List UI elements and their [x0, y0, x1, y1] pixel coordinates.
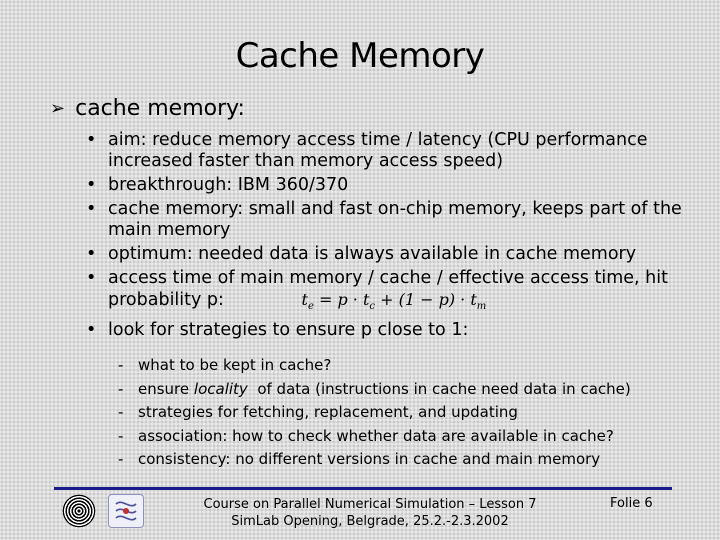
bullet-item [86, 130, 686, 172]
sub-item: - consistency: no different versions in cache and main memory [118, 450, 601, 468]
slide-title: Cache Memory [235, 36, 485, 76]
footer-line-1: Course on Parallel Numerical Simulation – Lesson 7 [203, 497, 537, 512]
footer-divider [54, 487, 672, 490]
bullet-list [86, 130, 686, 344]
bullet-item [86, 199, 686, 241]
bullet-dot-icon: • [86, 244, 97, 264]
sub-item: - what to be kept in cache? [118, 356, 332, 374]
bullet-item [86, 320, 686, 341]
bullet-item [86, 175, 686, 196]
bullet-text: aim: reduce memory access time / latency (CPU performance increased faster than memory access speed) [108, 130, 648, 171]
sub-item: - ensure locality of data (instructions in cache need data in cache) [118, 379, 631, 398]
bullet-item [86, 268, 686, 317]
main-point-label: cache memory: [75, 96, 245, 121]
sub-item-text: ensure locality of data (instructions in cache need data in cache) [138, 379, 631, 398]
main-point [50, 96, 245, 121]
effective-access-time-formula: $t_e = p \cdot t_c + (1 - p) \cdot t_m$ [301, 290, 487, 313]
footer-course-info [160, 496, 580, 530]
bullet-dot-icon: • [86, 199, 97, 219]
bullet-text: access time of main memory / cache / effective access time, hit probability p: [108, 268, 668, 310]
sub-list [118, 354, 688, 472]
bullet-dot-icon: • [86, 130, 97, 150]
simlab-logo-icon [108, 494, 144, 528]
bullet-dot-icon: • [86, 268, 97, 288]
sub-item-text: association: how to check whether data are available in cache? [138, 426, 614, 445]
bullet-text: look for strategies to ensure p close to 1: [108, 320, 469, 341]
bullet-text: cache memory: small and fast on-chip memory, keeps part of the main memory [108, 199, 682, 240]
bullet-text: breakthrough: IBM 360/370 [108, 175, 349, 195]
locality-term: locality [193, 379, 248, 398]
sub-item-text: strategies for fetching, replacement, and updating [138, 403, 518, 421]
arrow-bullet-icon: ➢ [50, 98, 66, 119]
sub-item-text: consistency: no different versions in cache and main memory [138, 450, 601, 468]
bullet-dot-icon: • [86, 320, 97, 341]
dotted-circle-logo-icon [60, 492, 98, 530]
bullet-item [86, 244, 686, 265]
sub-item: - strategies for fetching, replacement, and updating [118, 403, 518, 421]
sub-item: - association: how to check whether data are available in cache? [118, 426, 614, 445]
slide-number: Folie 6 [610, 496, 653, 511]
sub-item-text: what to be kept in cache? [138, 356, 332, 374]
bullet-dot-icon: • [86, 175, 97, 195]
footer-line-2: SimLab Opening, Belgrade, 25.2.-2.3.2002 [231, 514, 509, 529]
bullet-text: optimum: needed data is always available in cache memory [108, 244, 637, 264]
